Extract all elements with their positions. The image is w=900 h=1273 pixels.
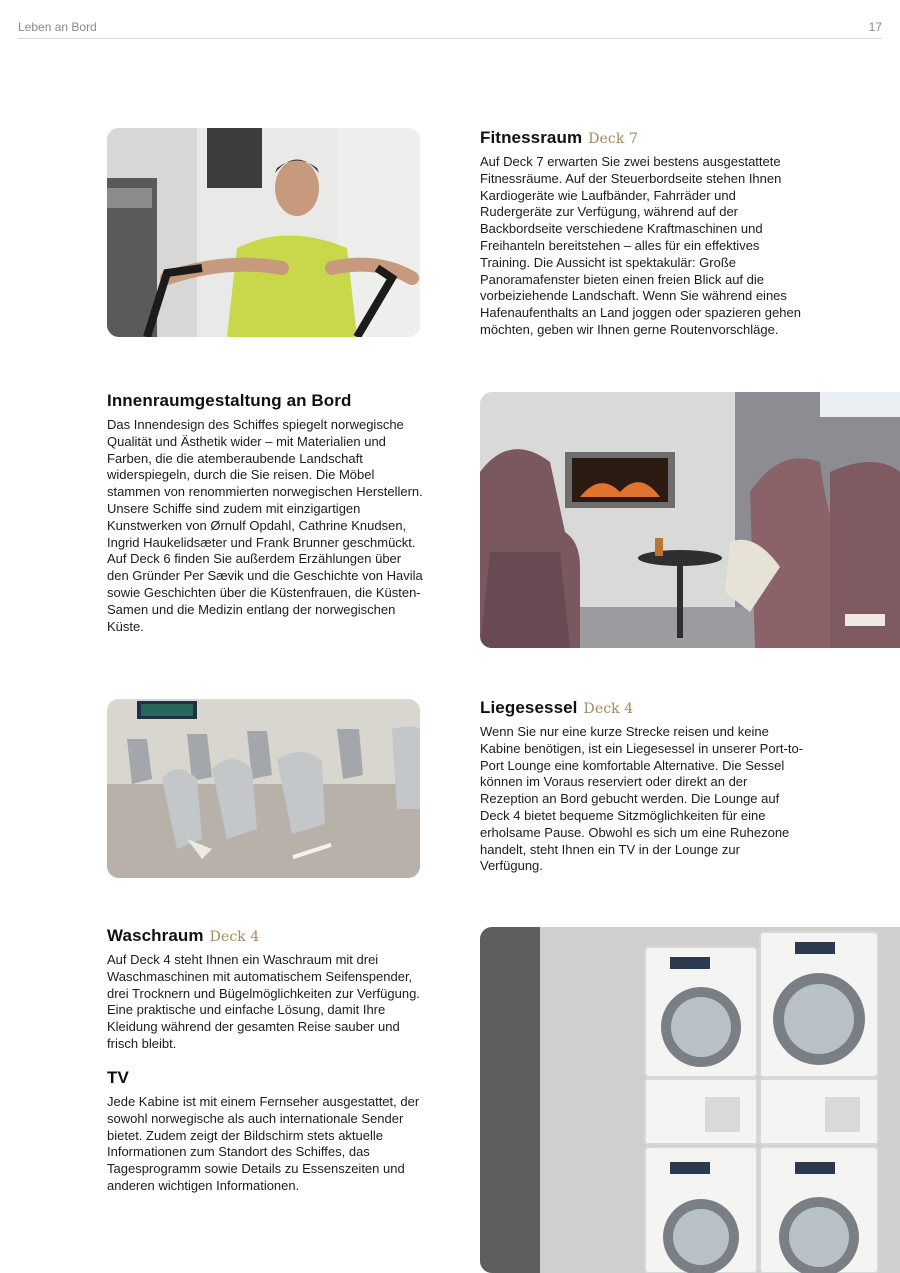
recliner-text: Wenn Sie nur eine kurze Strecke reisen und keine Kabine benötigen, ist ein Liegesessel in unserer Port-to-Port Lounge eine komfortable Alternative. Die Sessel können im Voraus reserviert oder direkt an der Rezeption an Bord gebucht werden. Die Lounge auf Deck 4 bietet bequeme Sitzmöglichkeiten für eine erholsame Pause. Obwohl es sich um eine Ruhezone handelt, steht Ihnen ein TV in der Lounge zur Verfügung. [480,724,804,874]
page-number: 17 [868,20,882,34]
fitness-section [480,128,805,339]
interior-text: Das Innendesign des Schiffes spiegelt norwegische Qualität und Ästhetik wider – mit Materialien und Farben, die die atemberaubende Landschaft widerspiegeln, durch die Sie reisen. Die Möbel stammen von renommierten norwegischen Herstellern. Unsere Schiffe sind zudem mit einzigartigen Kunstwerken von Ørnulf Opdahl, Cathrine Knudsen, Ingrid Haukelidsæter und Frank Brunner geschmückt. Auf Deck 6 finden Sie außerdem Erzählungen über den Gründer Per Sævik und die Geschichte von Havila sowie Geschichten über die Küstenfrauen, die Küsten-Samen und die Medizin entlang der norwegischen Küste. [107,417,423,634]
recliner-section [480,698,805,875]
fitness-deck: Deck 7 [588,131,638,147]
lounge-fireplace-photo [480,392,900,648]
tv-title: TV [107,1068,129,1087]
recliner-title: Liegesessel [480,698,578,717]
recliner-deck: Deck 4 [583,701,634,717]
laundry-text: Auf Deck 4 steht Ihnen ein Waschraum mit drei Waschmaschinen mit automatischem Seifenspender, drei Trocknern und Bügelmöglichkeiten zur Verfügung. Eine praktische und einfache Lösung, damit Ihre Kleidung während der gesamten Reise sauber und frisch bleibt. [107,952,420,1051]
running-header: Leben an Bord [18,20,97,34]
fitness-title: Fitnessraum [480,128,583,147]
fitness-photo [107,128,420,337]
laundry-section [107,926,427,1053]
laundry-machines-photo [480,927,900,1273]
interior-section [107,391,423,635]
recliner-heading [480,698,805,718]
header-divider [18,38,882,39]
recliner-lounge-photo [107,699,420,878]
laundry-title: Waschraum [107,926,204,945]
interior-title: Innenraumgestaltung an Bord [107,391,352,410]
fitness-text: Auf Deck 7 erwarten Sie zwei bestens ausgestattete Fitnessräume. Auf der Steuerbordseite stehen Ihnen Kardiogeräte wie Laufbänder, Fahrräder und Rudergeräte zur Verfügung, während auf der Backbordseite verschiedene Kraftmaschinen und Freihanteln bereitstehen – alles für ein effektives Training. Die Aussicht ist spektakulär: Große Panoramafenster bieten einen freien Blick auf die vorbeiziehende Landschaft. Wenn Sie während eines Hafenaufenthalts an Land joggen oder spazieren gehen möchten, geben wir Ihnen gerne Routenvorschläge. [480,154,801,337]
laundry-heading [107,926,427,946]
tv-text: Jede Kabine ist mit einem Fernseher ausgestattet, der sowohl norwegische als auch internationale Sender bietet. Zudem zeigt der Bildschirm stets aktuelle Informationen zum Standort des Schiffes, das Tagesprogramm sowie Details zu Essenszeiten und anderen wichtigen Informationen. [107,1094,420,1193]
fitness-heading [480,128,805,148]
laundry-deck: Deck 4 [209,929,260,945]
tv-section [107,1068,427,1195]
